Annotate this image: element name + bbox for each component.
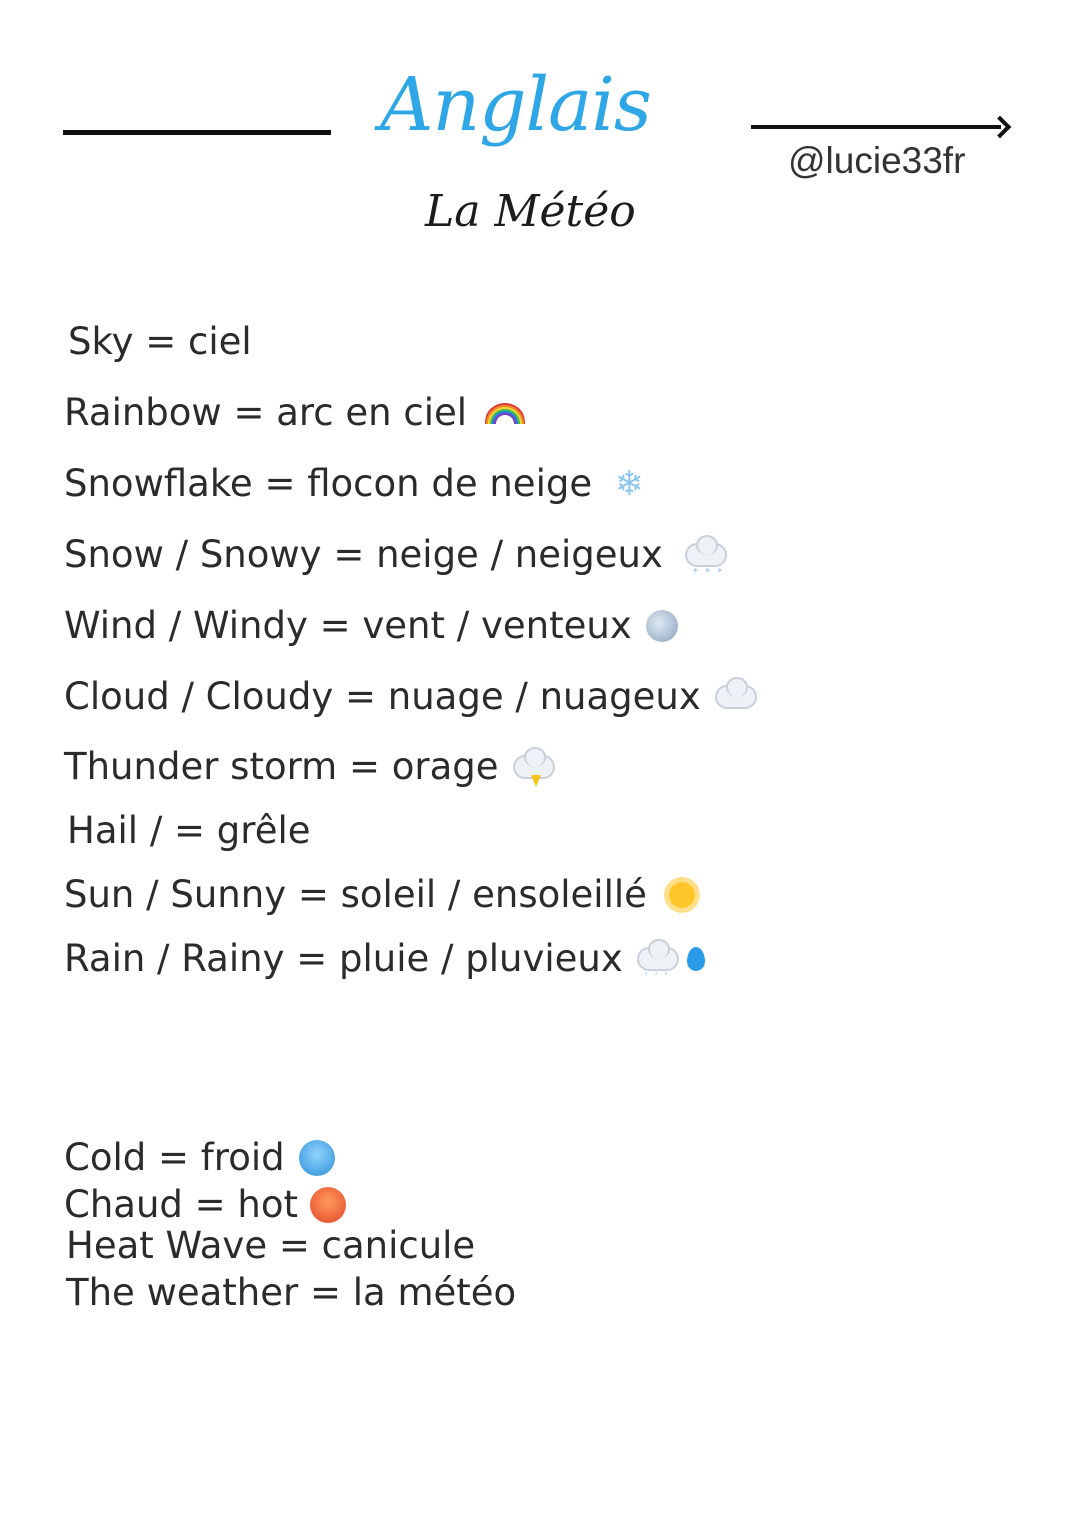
right-arrow-line <box>751 125 1001 129</box>
vocab-item-thunderstorm <box>64 745 555 788</box>
vocab-item-snow <box>64 533 727 576</box>
vocab-item-snowflake <box>64 462 648 505</box>
thunder-cloud-icon <box>513 755 555 779</box>
vocab-text: Chaud = hot <box>64 1183 299 1226</box>
wind-icon <box>646 610 678 642</box>
hot-face-icon <box>310 1187 346 1223</box>
droplet-icon <box>687 947 705 971</box>
vocab-text: Cloud / Cloudy = nuage / nuageux <box>64 675 701 718</box>
extra-item-hot <box>64 1183 346 1226</box>
extra-item-weather <box>66 1271 516 1314</box>
vocab-text: Sky = ciel <box>68 320 252 363</box>
page-subtitle: La Météo <box>425 186 636 237</box>
vocab-item-rain <box>64 937 705 980</box>
vocab-text: Sun / Sunny = soleil / ensoleillé <box>64 873 647 916</box>
snowflake-icon: ❄ <box>614 463 644 504</box>
vocab-text: Snowflake = flocon de neige <box>64 462 593 505</box>
vocab-text: Hail / = grêle <box>67 809 311 852</box>
page-title: Anglais <box>380 62 651 148</box>
vocab-item-hail <box>67 809 311 852</box>
vocab-text: Cold = froid <box>64 1136 285 1179</box>
vocab-item-sky <box>68 320 252 363</box>
vocab-text: The weather = la météo <box>66 1271 517 1314</box>
left-divider-line <box>63 130 331 135</box>
extra-item-cold <box>64 1136 335 1179</box>
extra-item-heatwave <box>66 1224 475 1267</box>
author-handle: @lucie33fr <box>788 140 966 181</box>
vocab-text: Wind / Windy = vent / venteux <box>64 604 632 647</box>
vocab-item-rainbow <box>64 391 525 434</box>
vocab-item-wind <box>64 604 678 647</box>
vocab-text: Thunder storm = orage <box>64 745 499 788</box>
rain-cloud-icon: ' ' ' <box>637 947 679 971</box>
vocab-item-sun <box>64 873 695 916</box>
vocab-text: Heat Wave = canicule <box>66 1224 476 1267</box>
cold-face-icon <box>299 1140 335 1176</box>
arrow-right-icon <box>989 116 1012 139</box>
sun-icon <box>669 882 695 908</box>
snow-cloud-icon: * * * <box>685 543 727 567</box>
cloud-icon <box>715 685 757 709</box>
rainbow-icon <box>485 402 525 424</box>
vocab-text: Rain / Rainy = pluie / pluvieux <box>64 937 623 980</box>
vocab-item-cloud <box>64 675 757 718</box>
vocab-text: Snow / Snowy = neige / neigeux <box>64 533 663 576</box>
vocab-text: Rainbow = arc en ciel <box>64 391 468 434</box>
